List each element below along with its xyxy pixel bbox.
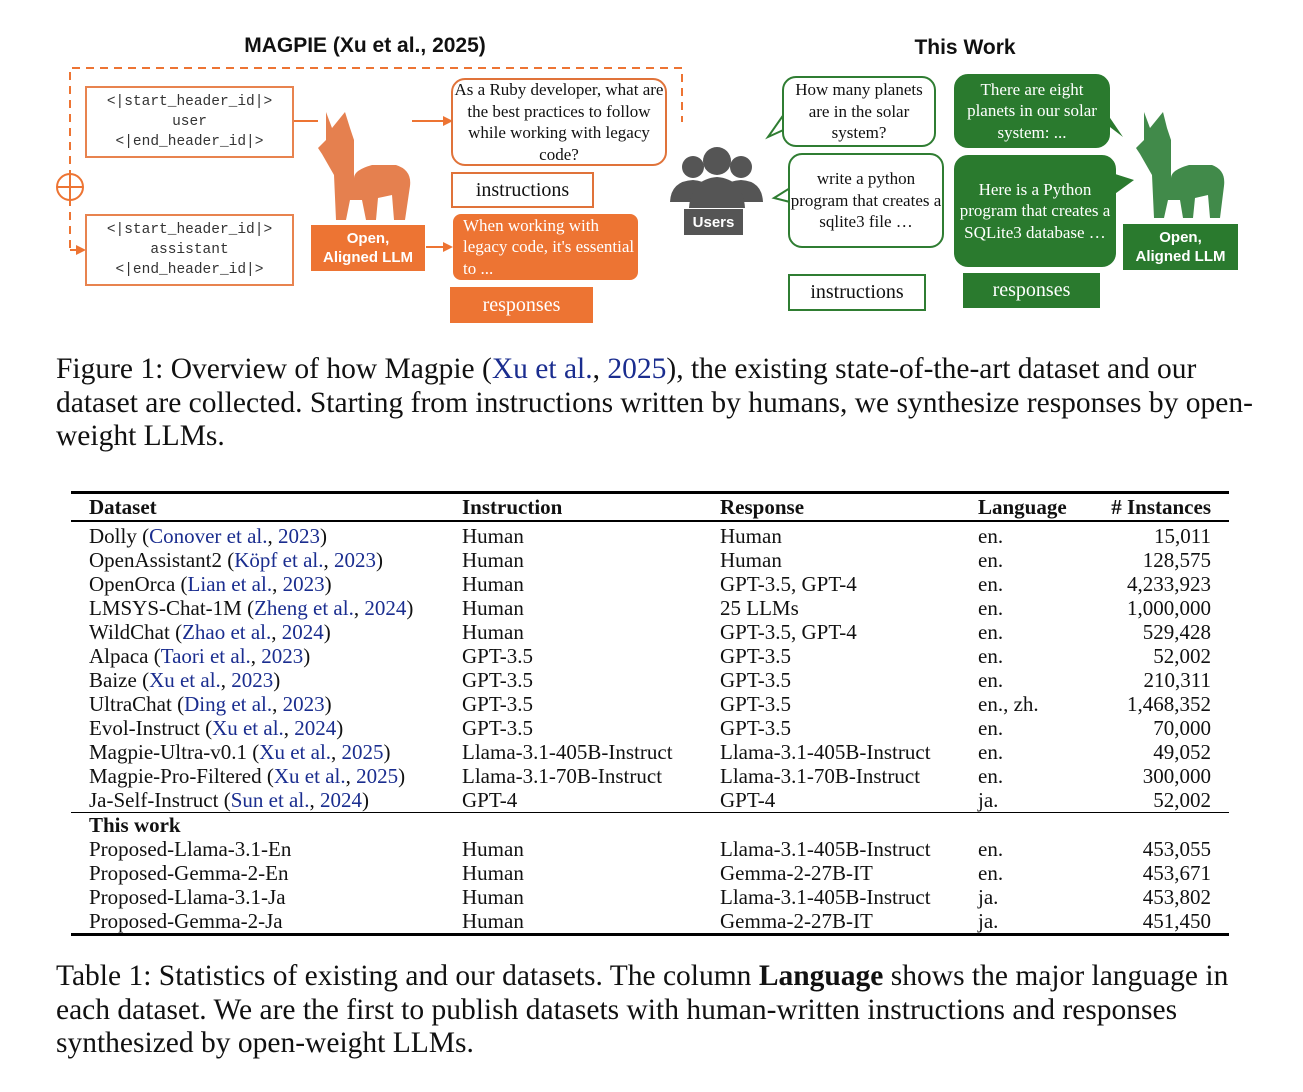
- instruction-cell: Human: [462, 885, 524, 909]
- response-cell: Llama-3.1-405B-Instruct: [720, 837, 931, 861]
- dataset-name: Magpie-Ultra-v0.1: [89, 740, 248, 764]
- col-dataset: Dataset: [89, 495, 157, 519]
- response-bubble-2: [954, 155, 1116, 267]
- instruction-bubble-2: [788, 153, 944, 248]
- citation-year[interactable]: 2024: [294, 716, 337, 740]
- instruction-cell: GPT-3.5: [462, 716, 533, 740]
- col-instances: # Instances: [1111, 495, 1211, 519]
- col-language: Language: [978, 495, 1067, 519]
- table-row: [71, 716, 1229, 740]
- instances-cell: 52,002: [1153, 644, 1211, 668]
- response-cell: Llama-3.1-405B-Instruct: [720, 885, 931, 909]
- instances-cell: 210,311: [1143, 668, 1211, 692]
- instruction-cell: GPT-3.5: [462, 668, 533, 692]
- magpie-response-bubble: [453, 214, 638, 280]
- language-cell: en.: [978, 764, 1004, 788]
- dataset-name-cell: Magpie-Ultra-v0.1 (Xu et al., 2025): [89, 740, 391, 764]
- section-label: This work: [89, 813, 181, 837]
- figure-caption-prefix: Figure 1: Overview of how Magpie (: [56, 353, 492, 385]
- dataset-name-cell: LMSYS-Chat-1M (Zheng et al., 2024): [89, 596, 414, 620]
- response-cell: Llama-3.1-405B-Instruct: [720, 740, 931, 764]
- figure-caption-cite-sep: ,: [592, 353, 608, 385]
- figure-caption: [56, 353, 1256, 454]
- assistant-header-end: <|end_header_id|>: [115, 262, 264, 278]
- dataset-name-cell: Proposed-Gemma-2-En: [89, 861, 289, 885]
- figure-caption-cite-year[interactable]: 2025: [607, 353, 667, 385]
- instruction-cell: Human: [462, 837, 524, 861]
- dataset-name: Dolly: [89, 524, 137, 548]
- orange-llama-icon: [318, 112, 410, 220]
- instruction-cell: Llama-3.1-405B-Instruct: [462, 740, 673, 764]
- existing-datasets: [71, 521, 1229, 813]
- instruction-2-text: write a python program that creates a sqlite3 file …: [790, 169, 942, 232]
- dataset-name-cell: UltraChat (Ding et al., 2023): [89, 692, 332, 716]
- language-cell: en.: [978, 524, 1004, 548]
- assistant-header-role: assistant: [150, 242, 229, 258]
- dataset-name: Alpaca: [89, 644, 149, 668]
- table-header-row: [71, 493, 1229, 522]
- dataset-name-cell: Proposed-Llama-3.1-Ja: [89, 885, 286, 909]
- citation-author[interactable]: Zheng et al.: [254, 596, 354, 620]
- dataset-name: Evol-Instruct: [89, 716, 200, 740]
- dataset-name-cell: Dolly (Conover et al., 2023): [89, 524, 327, 548]
- instruction-cell: Human: [462, 620, 524, 644]
- dataset-name-cell: Ja-Self-Instruct (Sun et al., 2024): [89, 788, 369, 812]
- table-row: [71, 548, 1229, 572]
- instruction-cell: GPT-4: [462, 788, 518, 812]
- instruction-cell: Human: [462, 909, 524, 933]
- dataset-name-cell: Magpie-Pro-Filtered (Xu et al., 2025): [89, 764, 406, 788]
- language-cell: en.: [978, 644, 1004, 668]
- table-row: [71, 596, 1229, 620]
- instruction-cell: Human: [462, 524, 524, 548]
- this-work-llm-line2: Aligned LLM: [1135, 248, 1226, 265]
- response-cell: GPT-3.5: [720, 644, 791, 668]
- user-header-box: [85, 86, 294, 158]
- assistant-header-box: [85, 214, 294, 286]
- citation-year[interactable]: 2024: [319, 788, 362, 812]
- dataset-name: Baize: [89, 668, 137, 692]
- dataset-name-cell: Proposed-Gemma-2-Ja: [89, 909, 283, 933]
- citation-year[interactable]: 2023: [231, 668, 274, 692]
- instruction-cell: GPT-3.5: [462, 644, 533, 668]
- this-work-llm-label: [1123, 224, 1238, 270]
- magpie-instructions-label: instructions: [451, 172, 594, 208]
- citation-author[interactable]: Köpf et al.: [234, 548, 324, 572]
- response-cell: Llama-3.1-70B-Instruct: [720, 764, 921, 788]
- response-cell: GPT-3.5, GPT-4: [720, 620, 857, 644]
- green-llama-icon: [1136, 112, 1224, 218]
- citation-year[interactable]: 2025: [356, 764, 399, 788]
- magpie-responses-label: responses: [450, 287, 593, 323]
- user-header-start: <|start_header_id|>: [106, 94, 273, 110]
- response-cell: GPT-3.5: [720, 668, 791, 692]
- response-cell: Gemma-2-27B-IT: [720, 861, 873, 885]
- language-cell: en.: [978, 740, 1004, 764]
- language-cell: ja.: [978, 909, 999, 933]
- col-instruction: Instruction: [462, 495, 563, 519]
- table-caption-prefix: Table 1: Statistics of existing and our datasets. The column: [56, 960, 759, 992]
- citation-year[interactable]: 2024: [281, 620, 324, 644]
- users-icon: [670, 147, 763, 208]
- dataset-name-cell: Alpaca (Taori et al., 2023): [89, 644, 311, 668]
- users-label: Users: [684, 209, 743, 235]
- instances-cell: 529,428: [1142, 620, 1211, 644]
- instances-cell: 300,000: [1142, 764, 1211, 788]
- language-cell: en.: [978, 548, 1004, 572]
- this-work-instructions-label: instructions: [788, 274, 926, 311]
- dataset-name: LMSYS-Chat-1M: [89, 596, 242, 620]
- dataset-name-cell: OpenOrca (Lian et al., 2023): [89, 572, 332, 596]
- response-cell: GPT-3.5, GPT-4: [720, 572, 857, 596]
- instruction-cell: Human: [462, 572, 524, 596]
- magpie-title: MAGPIE (Xu et al., 2025): [244, 34, 486, 57]
- concat-icon: [57, 174, 83, 200]
- citation-author[interactable]: Taori et al.: [160, 644, 251, 668]
- dataset-name-cell: Baize (Xu et al., 2023): [89, 668, 281, 692]
- citation-author[interactable]: Conover et al.: [149, 524, 268, 548]
- table-row: [71, 764, 1229, 788]
- response-cell: GPT-3.5: [720, 716, 791, 740]
- citation-author[interactable]: Xu et al.: [149, 668, 221, 692]
- this-work-datasets: [71, 813, 1229, 935]
- table-row: [71, 788, 1229, 813]
- magpie-llm-line1: Open,: [346, 230, 390, 247]
- instruction-cell: Human: [462, 861, 524, 885]
- table-row: [71, 620, 1229, 644]
- language-cell: en., zh.: [978, 692, 1039, 716]
- instances-cell: 128,575: [1142, 548, 1211, 572]
- magpie-instruction-bubble: [451, 78, 667, 166]
- response-cell: GPT-3.5: [720, 692, 791, 716]
- dataset-name: OpenAssistant2: [89, 548, 222, 572]
- table-row: [71, 740, 1229, 764]
- table-row: [71, 692, 1229, 716]
- this-work-llm-line1: Open,: [1159, 229, 1202, 246]
- language-cell: en.: [978, 620, 1004, 644]
- citation-author[interactable]: Sun et al.: [230, 788, 310, 812]
- instruction-cell: Human: [462, 548, 524, 572]
- table-row: [71, 909, 1229, 935]
- citation-year[interactable]: 2023: [333, 548, 376, 572]
- language-cell: en.: [978, 596, 1004, 620]
- instances-cell: 453,671: [1142, 861, 1211, 885]
- section-label-row: [71, 813, 1229, 838]
- instances-cell: 453,055: [1142, 837, 1211, 861]
- assistant-header-start: <|start_header_id|>: [106, 222, 273, 238]
- response-bubble-1: [954, 74, 1110, 148]
- table-row: [71, 644, 1229, 668]
- dataset-name-cell: OpenAssistant2 (Köpf et al., 2023): [89, 548, 383, 572]
- table-row: [71, 885, 1229, 909]
- table-caption-bold: Language: [758, 960, 884, 992]
- table-row: [71, 572, 1229, 596]
- magpie-llm-label: [311, 225, 425, 271]
- instances-cell: 1,468,352: [1127, 692, 1211, 716]
- dataset-statistics-table: [71, 491, 1229, 936]
- dataset-name-cell: WildChat (Zhao et al., 2024): [89, 620, 331, 644]
- dataset-name-cell: Evol-Instruct (Xu et al., 2024): [89, 716, 344, 740]
- user-header-end: <|end_header_id|>: [115, 134, 264, 150]
- language-cell: en.: [978, 716, 1004, 740]
- instances-cell: 49,052: [1153, 740, 1211, 764]
- response-cell: Gemma-2-27B-IT: [720, 909, 873, 933]
- instances-cell: 4,233,923: [1127, 572, 1211, 596]
- instruction-1-text: How many planets are in the solar system?: [795, 80, 923, 143]
- response-2-text: Here is a Python program that creates a SQLite3 database …: [959, 179, 1111, 242]
- figure-caption-rest: ), the existing state-of-the-art dataset and our dataset are collected. Starting from instructions written by humans, we synthesize responses by open-weight LLMs.: [56, 353, 1253, 452]
- table-caption: [56, 960, 1256, 1061]
- citation-author[interactable]: Lian et al.: [187, 572, 273, 596]
- response-cell: Human: [720, 548, 782, 572]
- response-cell: 25 LLMs: [720, 596, 799, 620]
- citation-year[interactable]: 2024: [364, 596, 407, 620]
- citation-year[interactable]: 2023: [282, 692, 325, 716]
- instances-cell: 70,000: [1153, 716, 1211, 740]
- language-cell: en.: [978, 572, 1004, 596]
- instruction-bubble-1: [782, 76, 936, 147]
- citation-author[interactable]: Xu et al.: [273, 764, 346, 788]
- language-cell: en.: [978, 837, 1004, 861]
- table-caption-rest: shows the major language in each dataset. We are the first to publish datasets with human-written instructions and responses synthesized by open-weight LLMs.: [56, 960, 1229, 1059]
- language-cell: en.: [978, 861, 1004, 885]
- instruction-cell: Llama-3.1-70B-Instruct: [462, 764, 663, 788]
- language-cell: en.: [978, 668, 1004, 692]
- citation-year[interactable]: 2023: [261, 644, 304, 668]
- instances-cell: 451,450: [1142, 909, 1211, 933]
- dataset-name: Magpie-Pro-Filtered: [89, 764, 262, 788]
- citation-year[interactable]: 2023: [277, 524, 320, 548]
- response-cell: Human: [720, 524, 782, 548]
- instruction-cell: Human: [462, 596, 524, 620]
- table-row: [71, 668, 1229, 692]
- magpie-llm-line2: Aligned LLM: [323, 249, 413, 266]
- citation-author[interactable]: Xu et al.: [259, 740, 332, 764]
- table-row: [71, 521, 1229, 548]
- dataset-name: Ja-Self-Instruct: [89, 788, 219, 812]
- instances-cell: 15,011: [1154, 524, 1211, 548]
- citation-year[interactable]: 2023: [282, 572, 325, 596]
- magpie-instruction-text: As a Ruby developer, what are the best practices to follow while working with legacy code?: [454, 80, 664, 164]
- dataset-name: WildChat: [89, 620, 170, 644]
- citation-year[interactable]: 2025: [341, 740, 384, 764]
- user-header-role: user: [172, 114, 207, 130]
- table-row: [71, 837, 1229, 861]
- instruction-cell: GPT-3.5: [462, 692, 533, 716]
- magpie-response-text: When working with legacy code, it's essential to ...: [463, 215, 635, 278]
- col-response: Response: [720, 495, 805, 519]
- dataset-name: UltraChat: [89, 692, 172, 716]
- this-work-responses-label: responses: [963, 273, 1100, 308]
- this-work-title: This Work: [914, 36, 1016, 59]
- response-cell: GPT-4: [720, 788, 776, 812]
- language-cell: ja.: [978, 788, 999, 812]
- language-cell: ja.: [978, 885, 999, 909]
- instances-cell: 453,802: [1142, 885, 1211, 909]
- citation-author[interactable]: Zhao et al.: [182, 620, 272, 644]
- table-row: [71, 861, 1229, 885]
- citation-author[interactable]: Ding et al.: [184, 692, 273, 716]
- instances-cell: 52,002: [1153, 788, 1211, 812]
- figure-caption-cite-author[interactable]: Xu et al.: [491, 353, 593, 385]
- dataset-name-cell: Proposed-Llama-3.1-En: [89, 837, 292, 861]
- instances-cell: 1,000,000: [1127, 596, 1211, 620]
- dataset-name: OpenOrca: [89, 572, 176, 596]
- citation-author[interactable]: Xu et al.: [212, 716, 284, 740]
- response-1-text: There are eight planets in our solar system: ...: [967, 79, 1097, 142]
